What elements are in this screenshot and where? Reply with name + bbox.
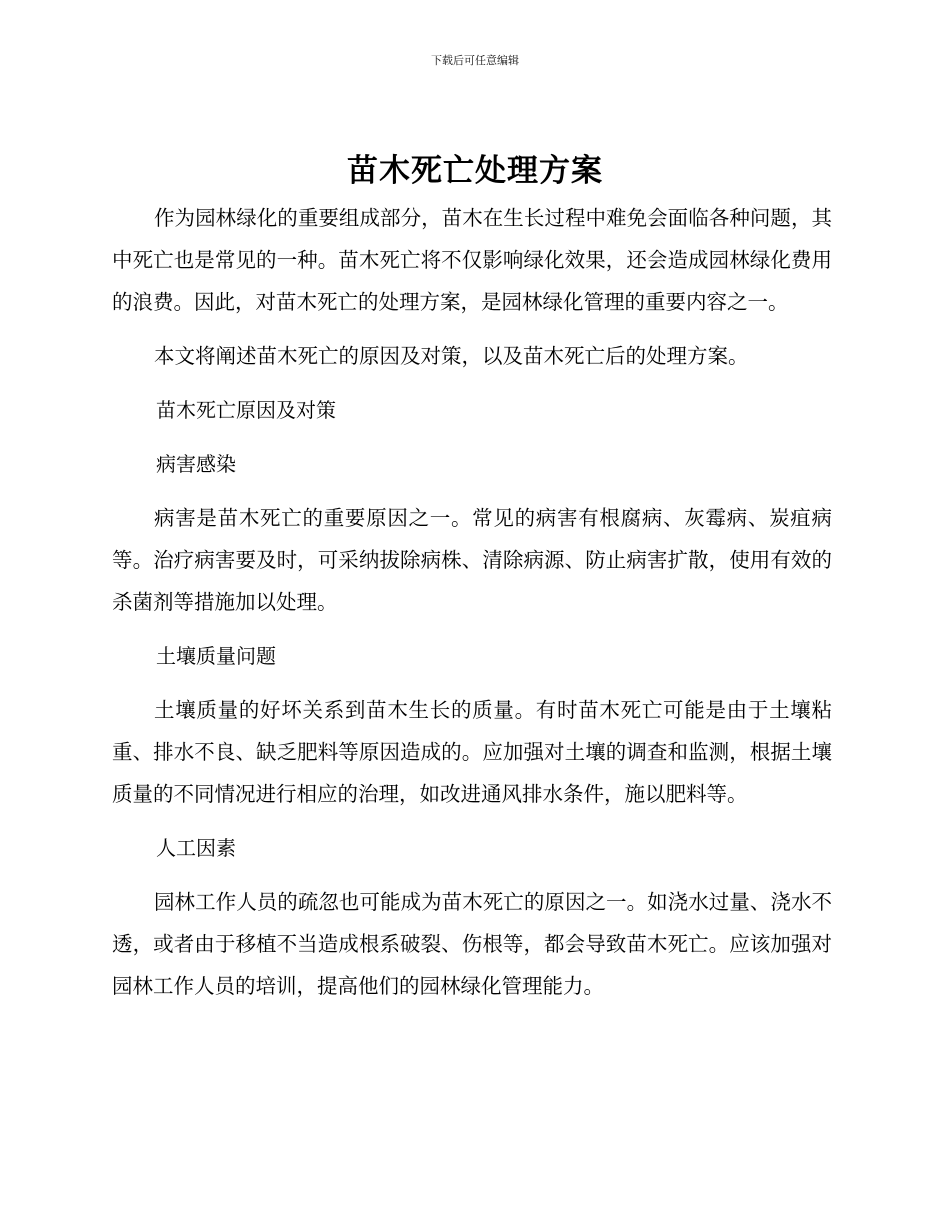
page-header-note: 下载后可任意编辑: [431, 54, 519, 67]
subsection-paragraph: 园林工作人员的疏忽也可能成为苗木死亡的原因之一。如浇水过量、浇水不透，或者由于移植不当造成根系破裂、伤根等，都会导致苗木死亡。应该加强对园林工作人员的培训，提高他们的园林绿化管理能力。: [112, 890, 832, 998]
subsection-heading: 人工因素: [156, 836, 236, 860]
document-body: [112, 197, 832, 1007]
intro-paragraph: 本文将阐述苗木死亡的原因及对策，以及苗木死亡后的处理方案。: [154, 344, 749, 368]
subsection-paragraph: 土壤质量的好坏关系到苗木生长的质量。有时苗木死亡可能是由于土壤粘重、排水不良、缺乏肥料等原因造成的。应加强对土壤的调查和监测，根据土壤质量的不同情况进行相应的治理，如改进通风排水条件，施以肥料等。: [112, 698, 832, 806]
subsection-heading: 土壤质量问题: [156, 644, 276, 668]
subsection-heading: 病害感染: [156, 452, 236, 476]
section-heading: 苗木死亡原因及对策: [156, 398, 336, 422]
intro-paragraph: 作为园林绿化的重要组成部分，苗木在生长过程中难免会面临各种问题，其中死亡也是常见的一种。苗木死亡将不仅影响绿化效果，还会造成园林绿化费用的浪费。因此，对苗木死亡的处理方案，是园林绿化管理的重要内容之一。: [112, 206, 832, 314]
subsection-paragraph: 病害是苗木死亡的重要原因之一。常见的病害有根腐病、灰霉病、炭疽病等。治疗病害要及时，可采纳拔除病株、清除病源、防止病害扩散，使用有效的杀菌剂等措施加以处理。: [112, 506, 832, 614]
document-title: 苗木死亡处理方案: [347, 153, 603, 189]
